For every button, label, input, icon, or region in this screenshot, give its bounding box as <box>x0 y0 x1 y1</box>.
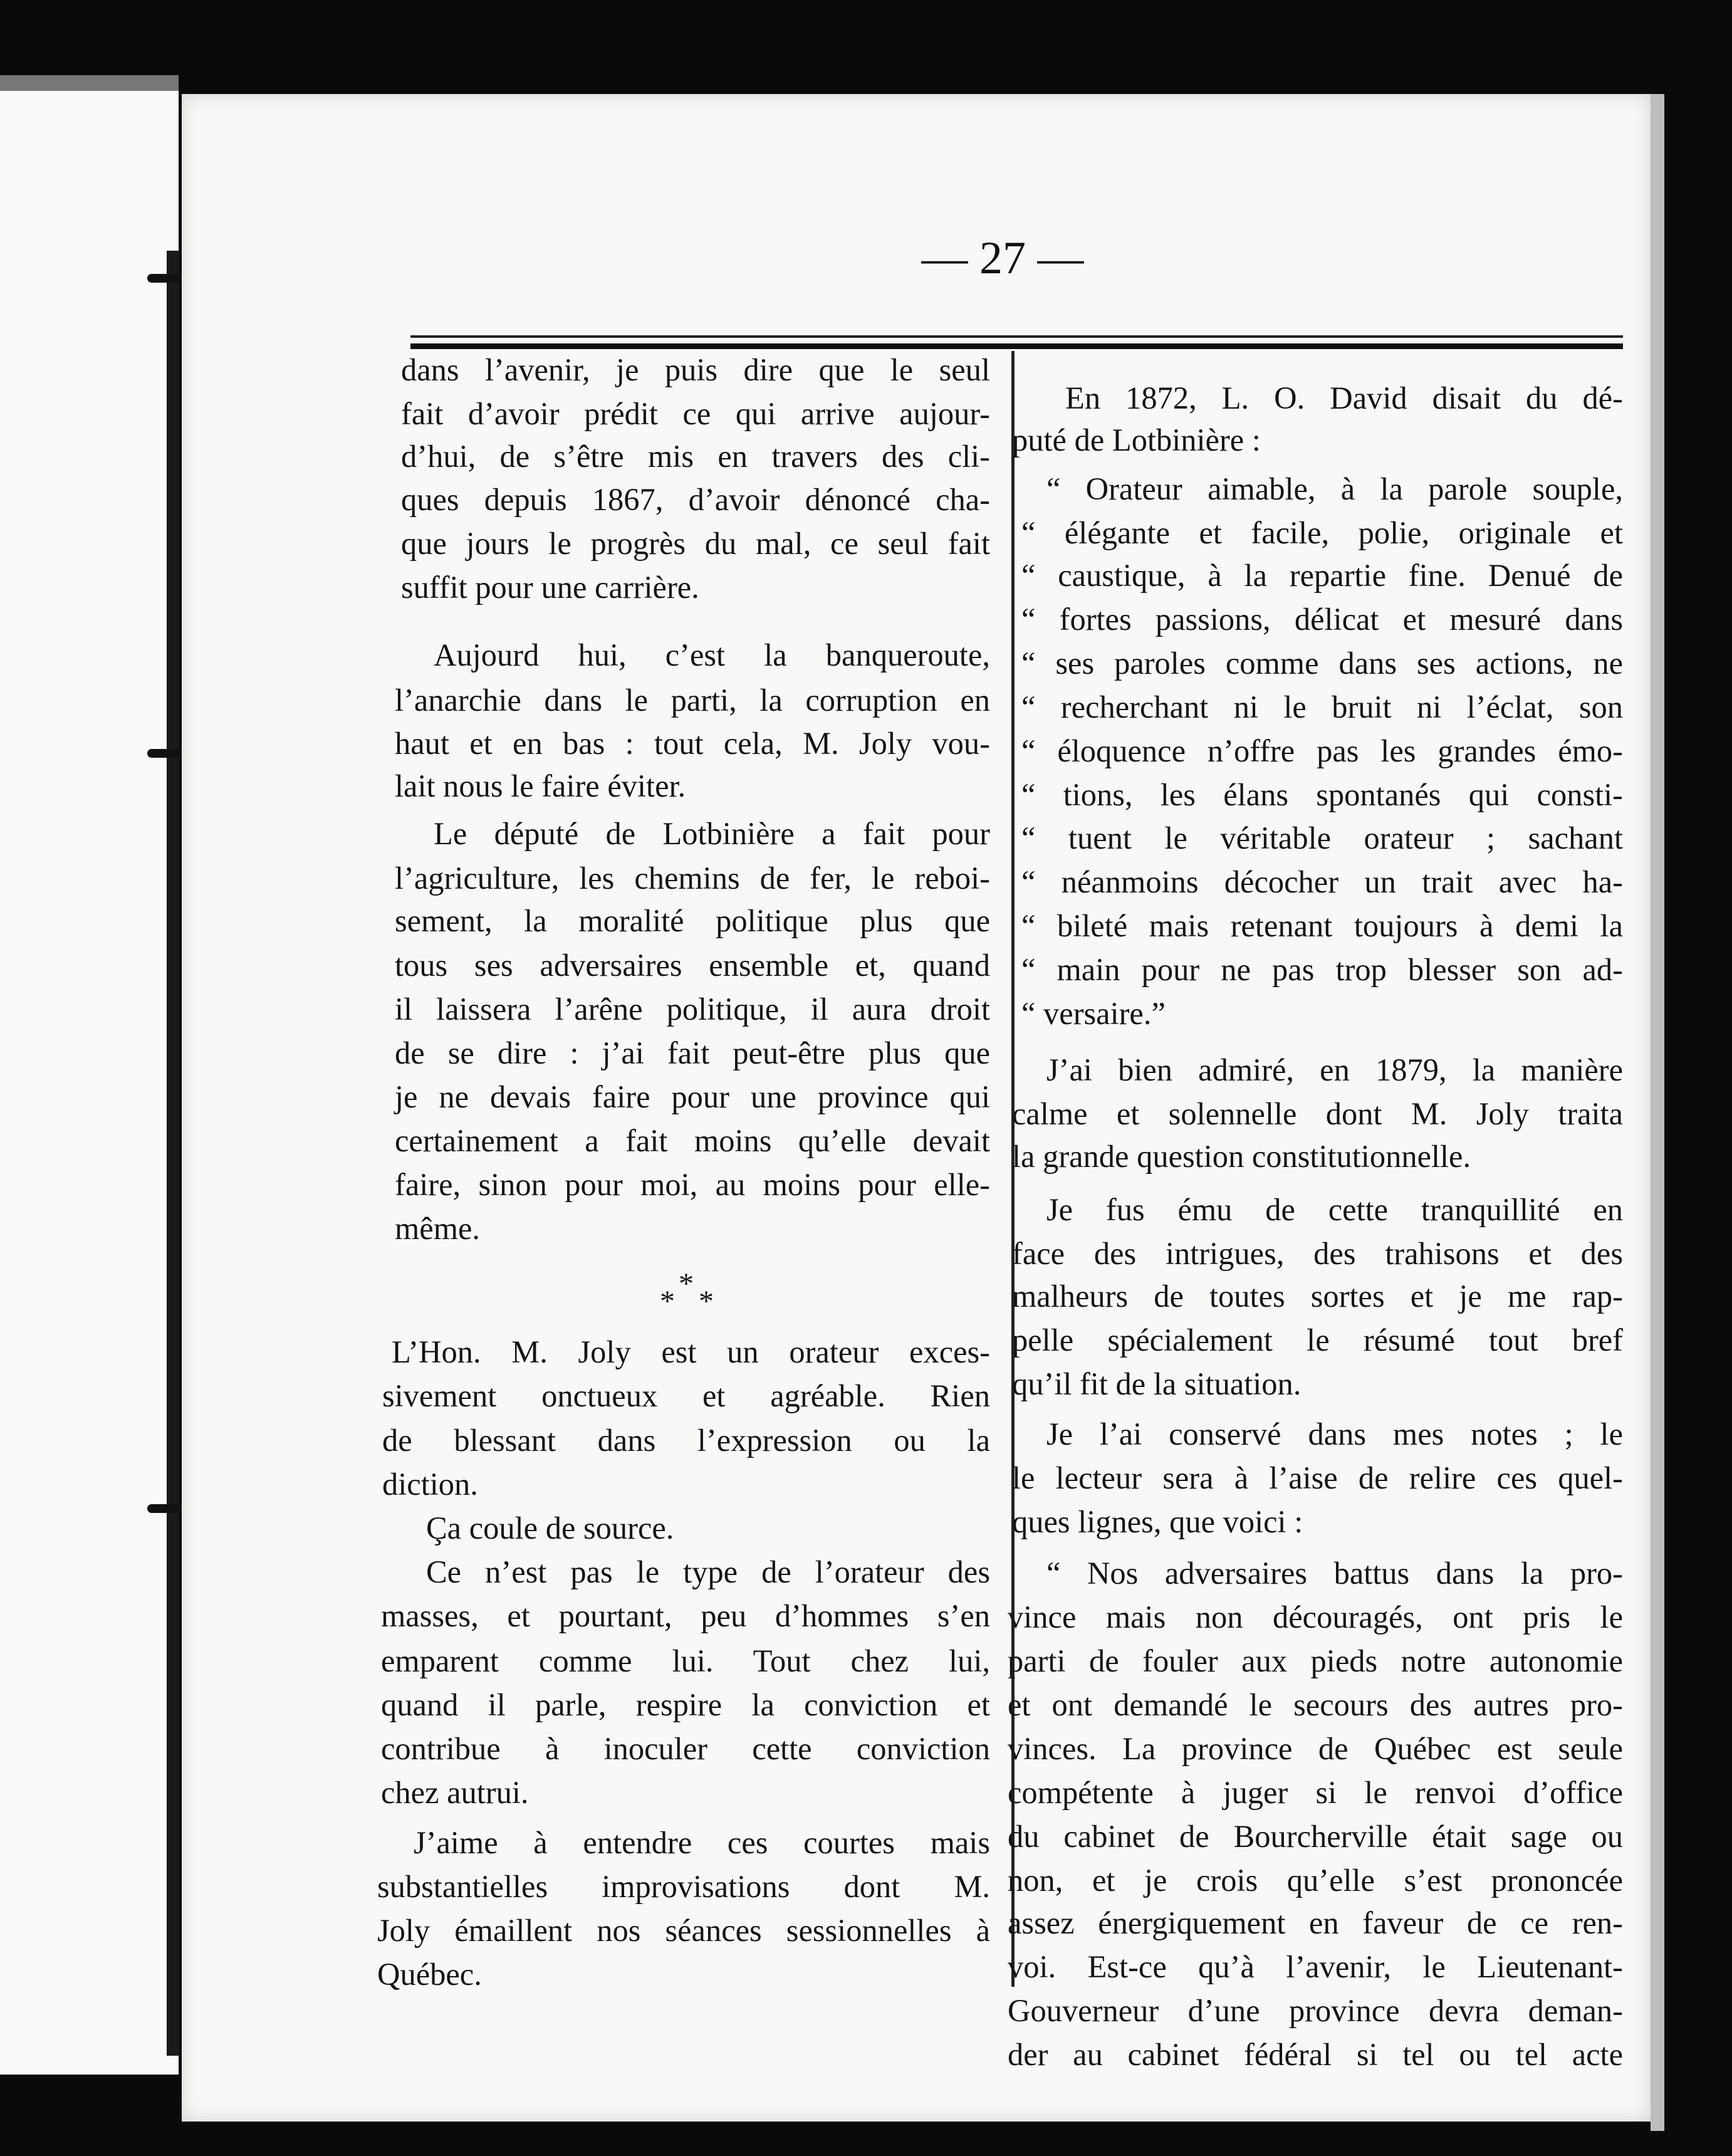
asterism <box>649 1269 736 1319</box>
text-line: puté de Lotbinière : <box>1012 422 1261 458</box>
header-rule <box>410 335 1623 338</box>
text-line: “ élégante et facile, polie, originale et <box>1021 515 1623 550</box>
text-line: “ néanmoins décocher un trait avec ha- <box>1021 864 1623 899</box>
text-line: J’aime à entendre ces courtes mais <box>414 1825 990 1860</box>
asterism-star: * <box>679 1267 694 1300</box>
text-line: contribue à inoculer cette conviction <box>381 1731 990 1766</box>
text-line: diction. <box>382 1467 478 1502</box>
page-number: — 27 — <box>921 233 1084 284</box>
text-line: d’hui, de s’être mis en travers des cli- <box>401 439 990 474</box>
text-line: malheurs de toutes sortes et je me rap- <box>1012 1279 1623 1314</box>
text-line: non, et je crois qu’elle s’est prononcée <box>1008 1863 1623 1898</box>
text-line: masses, et pourtant, peu d’hommes s’en <box>381 1598 990 1633</box>
text-line: il laissera l’arêne politique, il aura droit <box>395 992 990 1027</box>
text-line: chez autrui. <box>381 1775 529 1810</box>
text-line: la grande question constitutionnelle. <box>1012 1139 1471 1174</box>
text-line: der au cabinet fédéral si tel ou tel acte <box>1008 2037 1623 2072</box>
text-line: calme et solennelle dont M. Joly traita <box>1012 1096 1623 1131</box>
asterism-star: * <box>699 1285 714 1318</box>
text-line: de se dire : j’ai fait peut-être plus que <box>395 1035 990 1070</box>
text-line: haut et en bas : tout cela, M. Joly vou- <box>395 726 990 761</box>
text-line: suffit pour une carrière. <box>401 570 699 605</box>
text-line: ques lignes, que voici : <box>1012 1504 1303 1539</box>
text-line: Québec. <box>377 1957 482 1992</box>
text-line: En 1872, L. O. David disait du dé- <box>1065 380 1623 416</box>
text-line: “ main pour ne pas trop blesser son ad- <box>1021 952 1623 987</box>
text-line: le lecteur sera à l’aise de relire ces quel- <box>1012 1460 1623 1495</box>
page-right-edge <box>1651 94 1664 2131</box>
text-line: vince mais non découragés, ont pris le <box>1008 1599 1623 1635</box>
text-line: je ne devais faire pour une province qui <box>395 1079 990 1114</box>
text-line: J’ai bien admiré, en 1879, la manière <box>1046 1052 1623 1087</box>
book-binding <box>167 251 179 2056</box>
text-line: “ éloquence n’offre pas les grandes émo- <box>1021 733 1623 768</box>
text-line: “ tuent le véritable orateur ; sachant <box>1021 820 1623 856</box>
text-line: “ versaire.” <box>1021 996 1166 1031</box>
text-line: et ont demandé le secours des autres pro- <box>1008 1687 1623 1722</box>
text-line: l’anarchie dans le parti, la corruption en <box>395 683 990 718</box>
text-line: Aujourd hui, c’est la banqueroute, <box>434 637 990 672</box>
text-line: faire, sinon pour moi, au moins pour elle- <box>395 1167 990 1202</box>
text-line: emparent comme lui. Tout chez lui, <box>381 1643 990 1678</box>
text-line: face des intrigues, des trahisons et des <box>1012 1236 1623 1271</box>
text-line: ques depuis 1867, d’avoir dénoncé cha- <box>401 482 990 517</box>
text-line: sement, la moralité politique plus que <box>395 903 990 938</box>
text-line: même. <box>395 1211 481 1246</box>
text-line: “ bileté mais retenant toujours à demi la <box>1021 908 1623 943</box>
text-line: assez énergiquement en faveur de ce ren- <box>1008 1905 1623 1940</box>
text-line: certainement a fait moins qu’elle devait <box>395 1123 990 1158</box>
text-line: pelle spécialement le résumé tout bref <box>1012 1322 1623 1358</box>
text-line: “ ses paroles comme dans ses actions, ne <box>1021 646 1623 681</box>
text-line: fait d’avoir prédit ce qui arrive aujour- <box>401 396 990 431</box>
text-line: “ Nos adversaires battus dans la pro- <box>1046 1556 1623 1591</box>
text-line: Je fus ému de cette tranquillité en <box>1046 1192 1623 1227</box>
text-line: “ fortes passions, délicat et mesuré dans <box>1021 602 1623 637</box>
text-line: lait nous le faire éviter. <box>395 768 686 803</box>
text-line: “ recherchant ni le bruit ni l’éclat, son <box>1021 689 1623 725</box>
text-line: du cabinet de Bourcherville était sage ou <box>1008 1819 1623 1854</box>
text-line: Ce n’est pas le type de l’orateur des <box>426 1554 990 1589</box>
text-line: L’Hon. M. Joly est un orateur exces- <box>392 1334 990 1369</box>
asterism-star: * <box>660 1285 675 1318</box>
text-line: qu’il fit de la situation. <box>1012 1366 1302 1401</box>
text-line: dans l’avenir, je puis dire que le seul <box>401 352 990 387</box>
text-line: Ça coule de source. <box>426 1510 674 1546</box>
text-line: voi. Est-ce qu’à l’avenir, le Lieutenant- <box>1008 1949 1623 1984</box>
text-line: parti de fouler aux pieds notre autonomie <box>1008 1643 1623 1678</box>
text-line: “ tions, les élans spontanés qui consti- <box>1021 777 1623 812</box>
previous-page-edge <box>0 75 179 2075</box>
text-line: compétente à juger si le renvoi d’office <box>1008 1775 1623 1810</box>
text-line: de blessant dans l’expression ou la <box>382 1423 990 1458</box>
text-line: sivement onctueux et agréable. Rien <box>382 1378 990 1413</box>
text-line: l’agriculture, les chemins de fer, le reboi- <box>395 861 990 896</box>
text-line: quand il parle, respire la conviction et <box>381 1687 990 1722</box>
text-line: tous ses adversaires ensemble et, quand <box>395 948 990 983</box>
text-line: Le député de Lotbinière a fait pour <box>434 816 990 851</box>
text-line: Je l’ai conservé dans mes notes ; le <box>1046 1416 1623 1452</box>
text-line: Joly émaillent nos séances sessionnelles à <box>377 1913 990 1948</box>
text-line: Gouverneur d’une province devra deman- <box>1008 1993 1623 2028</box>
text-line: “ Orateur aimable, à la parole souple, <box>1046 471 1623 506</box>
text-line: substantielles improvisations dont M. <box>377 1869 990 1904</box>
text-line: “ caustique, à la repartie fine. Denué de <box>1021 558 1623 593</box>
text-line: vinces. La province de Québec est seule <box>1008 1731 1623 1766</box>
text-line: que jours le progrès du mal, ce seul fait <box>401 526 990 561</box>
